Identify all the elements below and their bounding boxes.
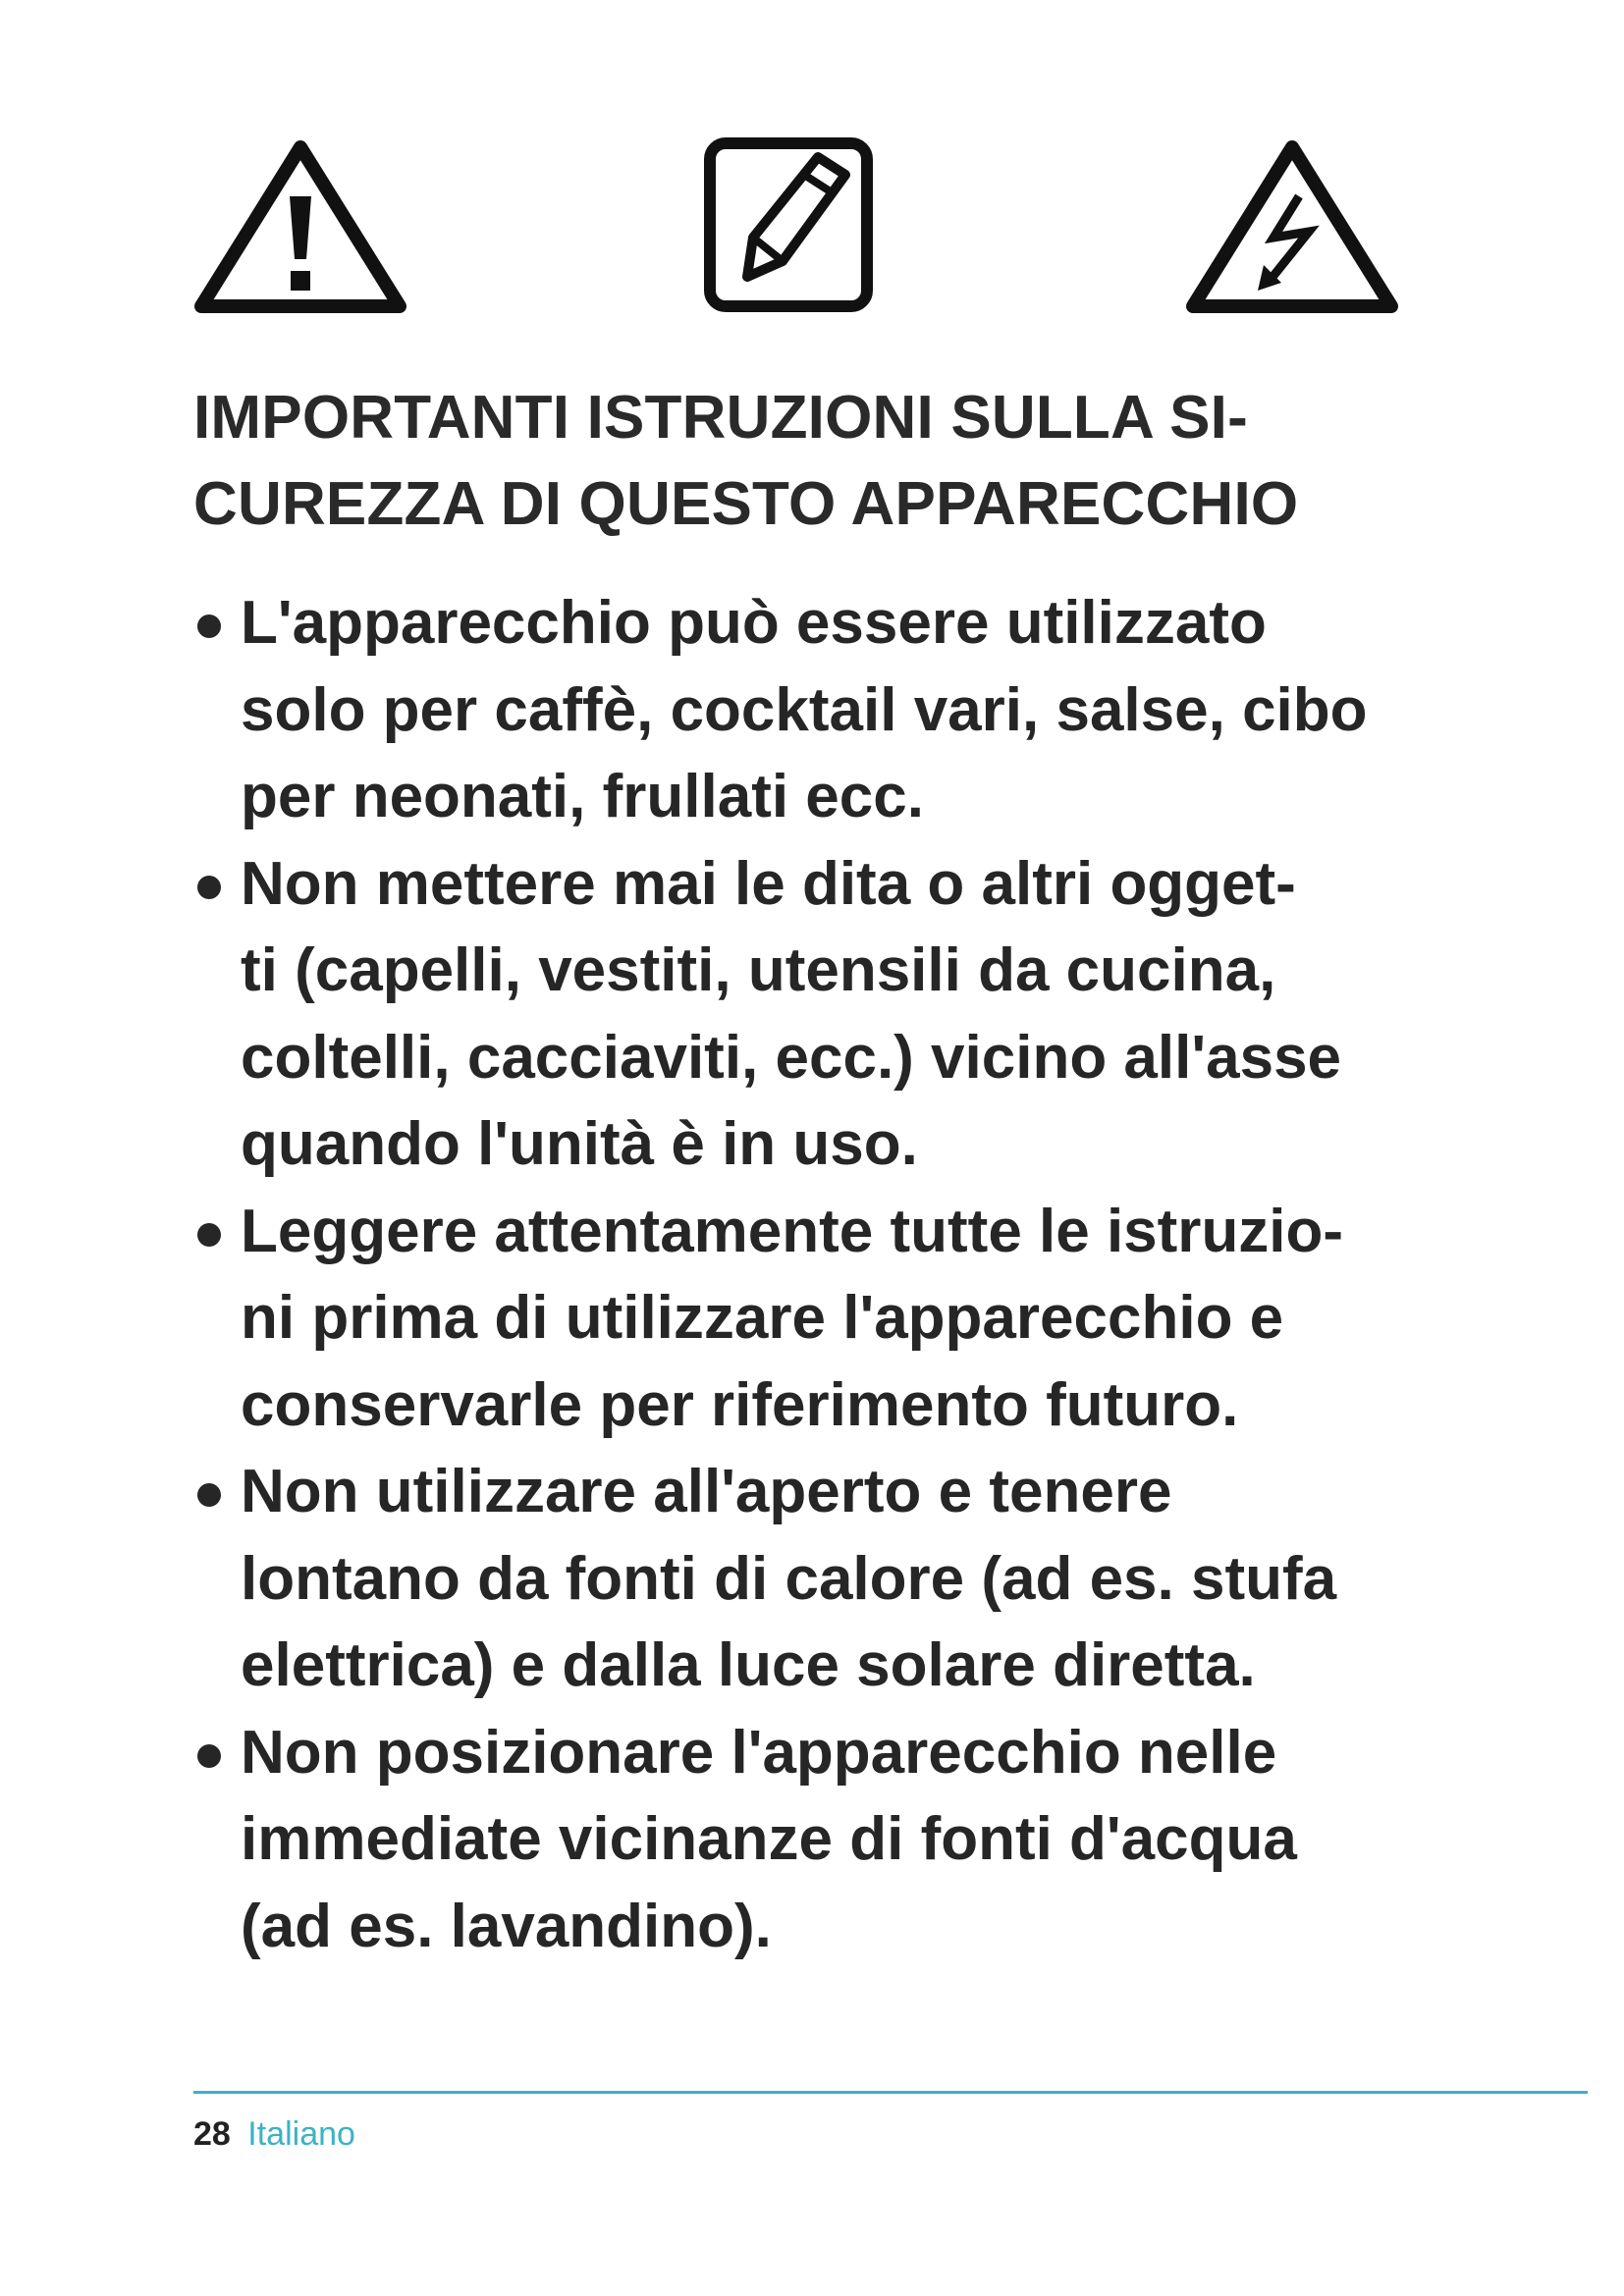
list-item — [193, 1710, 1431, 1971]
safety-icons-row — [191, 135, 1409, 322]
title-line-1: IMPORTANTI ISTRUZIONI SULLA SI- — [193, 384, 1248, 452]
warning-triangle-icon — [191, 135, 409, 316]
list-item-line: per neonati, frullati ecc. — [241, 763, 924, 830]
page-number: 28 — [193, 2115, 231, 2153]
title-line-2: CUREZZA DI QUESTO APPARECCHIO — [193, 470, 1299, 538]
list-item-line: coltelli, cacciaviti, ecc.) vicino all'asse — [241, 1023, 1342, 1092]
page-language: Italiano — [247, 2115, 355, 2153]
bullet-dot-icon — [197, 876, 221, 899]
electric-shock-icon — [1183, 135, 1401, 316]
list-item-line: ti (capelli, vestiti, utensili da cucina, — [241, 936, 1276, 1004]
list-item — [193, 580, 1431, 841]
page-title — [193, 375, 1431, 548]
footer-divider — [193, 2091, 1588, 2094]
bullet-dot-icon — [197, 1483, 221, 1507]
safety-instructions-list — [193, 580, 1431, 1970]
list-item-line: immediate vicinanze di fonti d'acqua — [241, 1805, 1297, 1873]
list-item-line: solo per caffè, cocktail vari, salse, cibo — [241, 675, 1368, 744]
list-item-line: elettrica) e dalla luce solare diretta. — [241, 1631, 1256, 1699]
bullet-dot-icon — [197, 614, 221, 638]
list-item-line: (ad es. lavandino). — [241, 1892, 772, 1960]
list-item-line: Non mettere mai le dita o altri ogget- — [241, 849, 1296, 918]
list-item-line: lontano da fonti di calore (ad es. stufa — [241, 1544, 1337, 1613]
page-footer — [193, 2112, 355, 2156]
list-item-line: conservarle per riferimento futuro. — [241, 1370, 1239, 1439]
list-item — [193, 1189, 1431, 1450]
list-item — [193, 1449, 1431, 1710]
list-item-line: Non utilizzare all'aperto e tenere — [241, 1458, 1172, 1525]
list-item-line: quando l'unità è in uso. — [241, 1110, 918, 1178]
manual-pencil-icon — [702, 135, 875, 314]
list-item-line: Leggere attentamente tutte le istruzio- — [241, 1197, 1344, 1265]
list-item — [193, 841, 1431, 1189]
list-item-line: ni prima di utilizzare l'apparecchio e — [241, 1284, 1284, 1352]
list-item-line: L'apparecchio può essere utilizzato — [241, 589, 1267, 657]
bullet-dot-icon — [197, 1744, 221, 1768]
list-item-line: Non posizionare l'apparecchio nelle — [241, 1718, 1277, 1787]
bullet-dot-icon — [197, 1223, 221, 1247]
